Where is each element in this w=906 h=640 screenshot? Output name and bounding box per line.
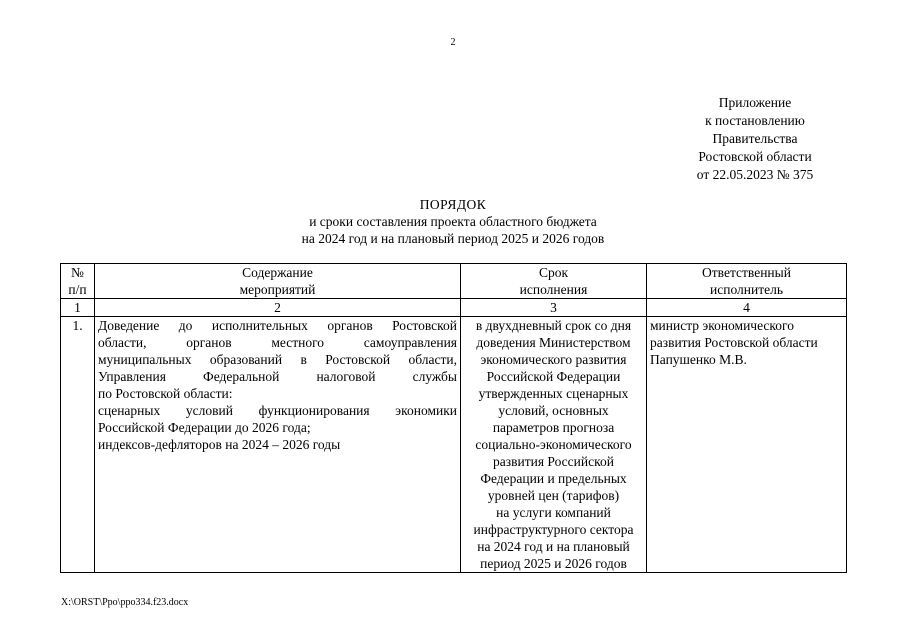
header-responsible: Ответственный исполнитель bbox=[647, 264, 847, 299]
deadline-line: доведения Министерством bbox=[476, 335, 631, 350]
table-row bbox=[61, 317, 847, 573]
procedure-table bbox=[60, 263, 847, 573]
content-line: Российской Федерации до 2026 года; bbox=[98, 420, 311, 435]
deadline-line: Федерации и предельных bbox=[480, 471, 627, 486]
appendix-line: к постановлению bbox=[705, 113, 805, 128]
deadline-line: на 2024 год и на плановый bbox=[477, 539, 630, 554]
row-responsible bbox=[647, 317, 847, 573]
appendix-line: Правительства bbox=[712, 131, 798, 146]
deadline-line: социально-экономического bbox=[475, 437, 632, 452]
deadline-line: период 2025 и 2026 годов bbox=[480, 556, 627, 571]
column-number: 1 bbox=[61, 299, 95, 317]
header-deadline: Срок исполнения bbox=[461, 264, 647, 299]
table-header-row bbox=[61, 264, 847, 299]
content-line: Доведение до исполнительных органов Ростовской bbox=[98, 318, 457, 333]
column-number: 2 bbox=[95, 299, 461, 317]
responsible-line: Папушенко М.В. bbox=[650, 352, 747, 367]
deadline-line: развития Российской bbox=[493, 454, 614, 469]
column-number-row bbox=[61, 299, 847, 317]
appendix-line: Ростовской области bbox=[698, 149, 812, 164]
deadline-line: уровней цен (тарифов) bbox=[487, 488, 620, 503]
content-line: по Ростовской области: bbox=[98, 386, 233, 401]
row-number: 1. bbox=[61, 317, 95, 573]
row-deadline bbox=[461, 317, 647, 573]
deadline-line: инфраструктурного сектора bbox=[473, 522, 634, 537]
title-subtitle: на 2024 год и на плановый период 2025 и 2026 годов bbox=[301, 231, 605, 246]
row-content bbox=[95, 317, 461, 573]
content-line: сценарных условий функционирования экономики bbox=[98, 403, 457, 418]
deadline-line: экономического развития bbox=[480, 352, 627, 367]
title-main: ПОРЯДОК bbox=[419, 197, 487, 212]
deadline-line: утвержденных сценарных bbox=[478, 386, 629, 401]
deadline-line: в двухдневный срок со дня bbox=[475, 318, 632, 333]
document-title bbox=[0, 196, 906, 247]
appendix-date-line: от 22.05.2023 № 375 bbox=[696, 167, 814, 182]
column-number: 4 bbox=[647, 299, 847, 317]
appendix-line: Приложение bbox=[718, 95, 792, 110]
content-line: индексов-дефляторов на 2024 – 2026 годы bbox=[98, 437, 341, 452]
deadline-line: на услуги компаний bbox=[496, 505, 611, 520]
appendix-note bbox=[640, 94, 870, 184]
file-path-footer: X:\ORST\Ppo\ppo334.f23.docx bbox=[61, 597, 189, 608]
responsible-line: развития Ростовской области bbox=[650, 335, 818, 350]
deadline-line: условий, основных bbox=[498, 403, 609, 418]
content-line: Управления Федеральной налоговой службы bbox=[98, 369, 457, 384]
deadline-line: Российской Федерации bbox=[486, 369, 621, 384]
content-line: муниципальных образований в Ростовской области, bbox=[98, 352, 457, 367]
header-number: № п/п bbox=[61, 264, 95, 299]
title-subtitle: и сроки составления проекта областного бюджета bbox=[309, 214, 597, 229]
column-number: 3 bbox=[461, 299, 647, 317]
deadline-line: параметров прогноза bbox=[492, 420, 615, 435]
page-number: 2 bbox=[450, 37, 456, 48]
responsible-line: министр экономического bbox=[650, 318, 794, 333]
header-content: Содержание мероприятий bbox=[95, 264, 461, 299]
content-line: области, органов местного самоуправления bbox=[98, 335, 457, 350]
